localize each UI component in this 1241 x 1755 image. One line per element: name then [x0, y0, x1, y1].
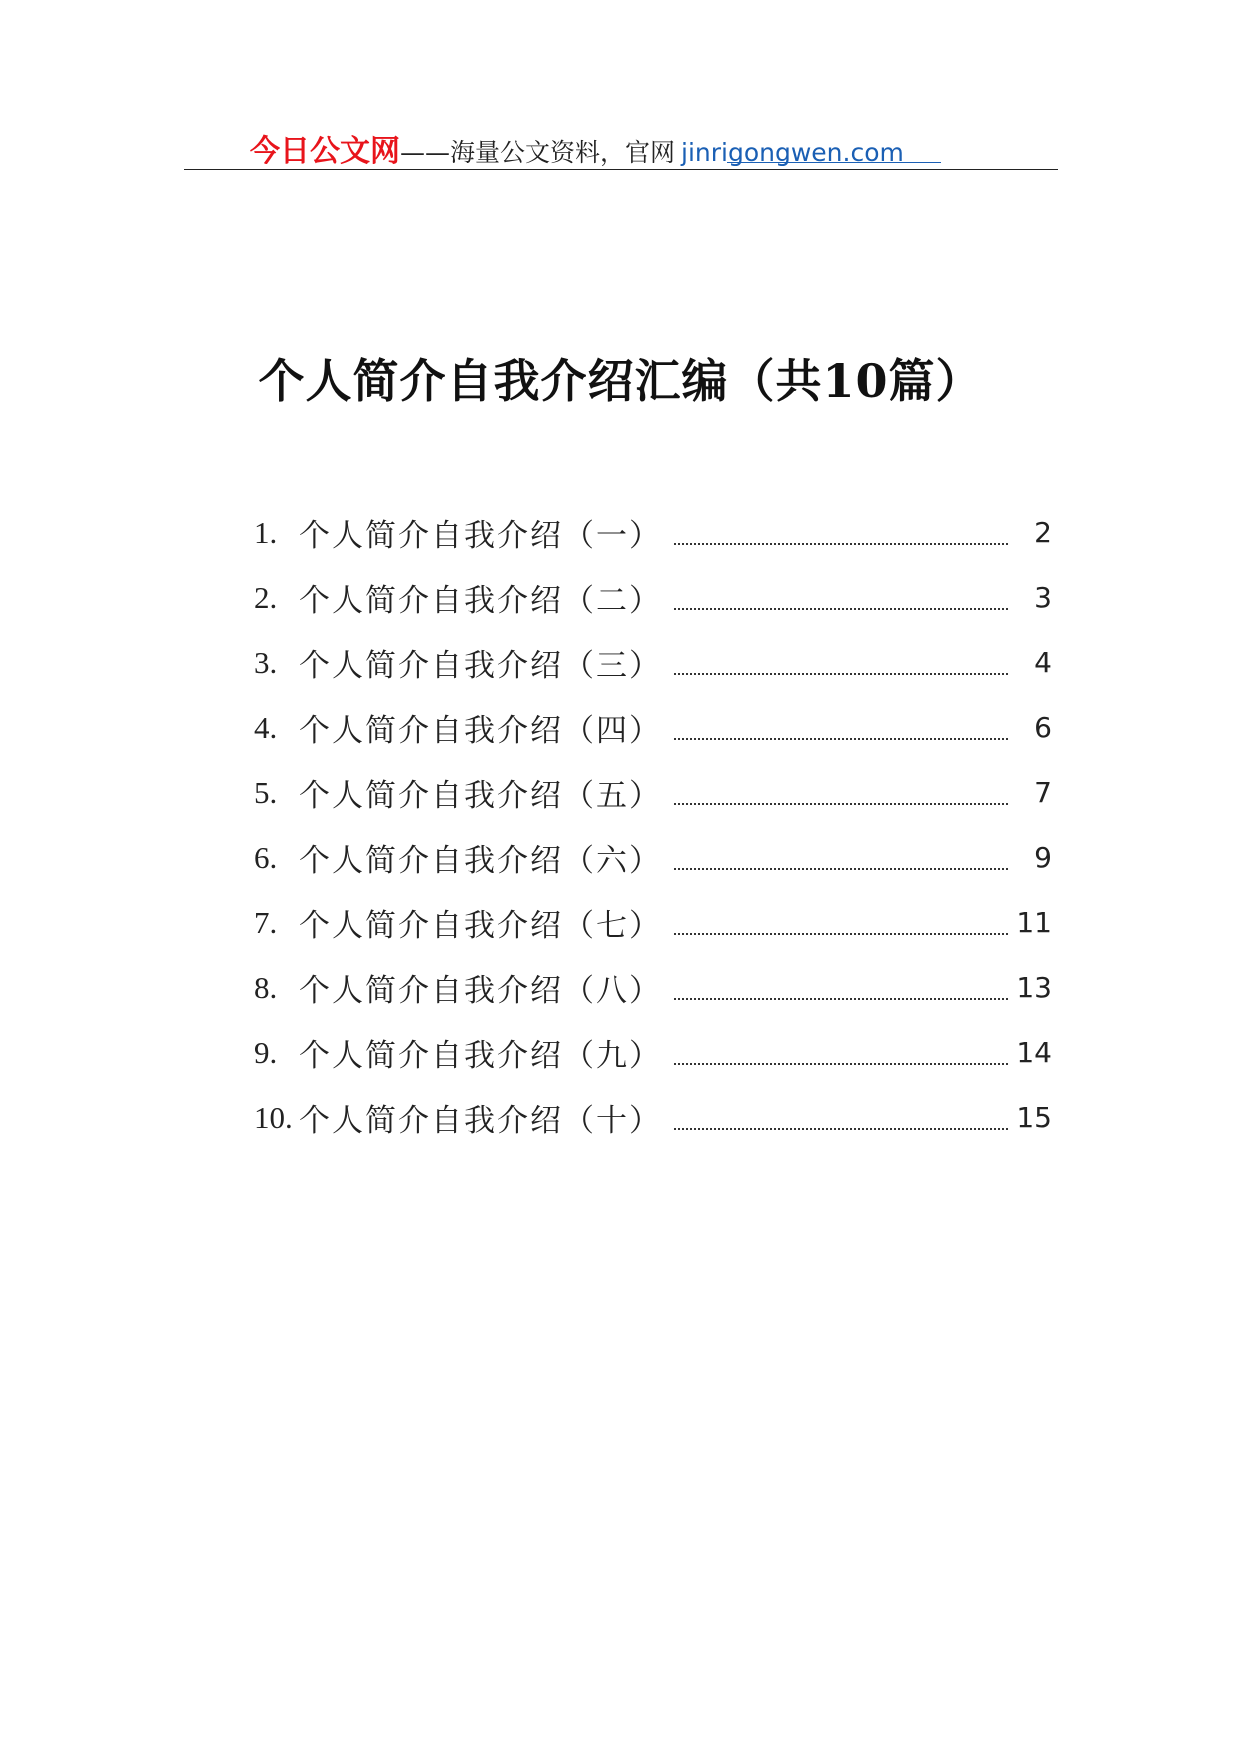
toc-entry-title: 个人简介自我介绍（十） [299, 1103, 662, 1139]
toc-entry-number: 9. [254, 1034, 278, 1070]
toc-entry-title: 个人简介自我介绍（五） [299, 778, 662, 814]
toc-entry-page: 6 [1034, 711, 1052, 744]
table-of-contents [254, 500, 1052, 1150]
document-title: 个人简介自我介绍汇编（共10篇） [258, 354, 983, 408]
toc-entry-number: 3. [254, 644, 278, 680]
page-header [250, 126, 904, 169]
toc-entry[interactable] [254, 890, 1052, 955]
toc-dot-leader [674, 543, 1008, 545]
toc-entry-title: 个人简介自我介绍（四） [299, 713, 662, 749]
header-dash: —— [400, 138, 450, 167]
toc-entry-title: 个人简介自我介绍（一） [299, 518, 662, 554]
toc-entry-number: 8. [254, 969, 278, 1005]
toc-entry-page: 3 [1034, 581, 1052, 614]
toc-entry-number: 10. [254, 1099, 293, 1135]
toc-dot-leader [674, 868, 1008, 870]
toc-entry[interactable] [254, 760, 1052, 825]
toc-entry[interactable] [254, 630, 1052, 695]
toc-entry-number: 6. [254, 839, 278, 875]
toc-entry-number: 2. [254, 579, 278, 615]
toc-dot-leader [674, 608, 1008, 610]
link-underline [727, 162, 941, 163]
toc-entry-page: 4 [1034, 646, 1052, 679]
toc-dot-leader [674, 1128, 1008, 1130]
toc-entry-title: 个人简介自我介绍（八） [299, 973, 662, 1009]
toc-entry-number: 5. [254, 774, 278, 810]
toc-dot-leader [674, 933, 1008, 935]
toc-entry[interactable] [254, 1085, 1052, 1150]
toc-entry-title: 个人简介自我介绍（二） [299, 583, 662, 619]
toc-dot-leader [674, 738, 1008, 740]
toc-entry[interactable] [254, 500, 1052, 565]
toc-entry-number: 7. [254, 904, 278, 940]
header-slogan: 海量公文资料，官网 [450, 138, 676, 167]
toc-dot-leader [674, 673, 1008, 675]
toc-entry-page: 13 [1016, 971, 1052, 1004]
toc-entry[interactable] [254, 825, 1052, 890]
toc-dot-leader [674, 1063, 1008, 1065]
toc-entry-page: 2 [1034, 516, 1052, 549]
brand-logo-text[interactable]: 今日公文网 [250, 134, 400, 169]
toc-entry-number: 4. [254, 709, 278, 745]
toc-entry-title: 个人简介自我介绍（九） [299, 1038, 662, 1074]
toc-entry[interactable] [254, 1020, 1052, 1085]
toc-entry-number: 1. [254, 514, 278, 550]
toc-entry-title: 个人简介自我介绍（三） [299, 648, 662, 684]
header-divider [184, 169, 1058, 170]
toc-entry-page: 14 [1016, 1036, 1052, 1069]
toc-entry[interactable] [254, 955, 1052, 1020]
toc-entry-page: 11 [1016, 906, 1052, 939]
toc-entry[interactable] [254, 695, 1052, 760]
toc-entry[interactable] [254, 565, 1052, 630]
toc-entry-page: 9 [1034, 841, 1052, 874]
toc-entry-page: 7 [1034, 776, 1052, 809]
toc-entry-title: 个人简介自我介绍（七） [299, 908, 662, 944]
toc-dot-leader [674, 998, 1008, 1000]
toc-entry-page: 15 [1016, 1101, 1052, 1134]
toc-dot-leader [674, 803, 1008, 805]
toc-entry-title: 个人简介自我介绍（六） [299, 843, 662, 879]
site-link[interactable]: jinrigongwen.com [681, 138, 904, 167]
